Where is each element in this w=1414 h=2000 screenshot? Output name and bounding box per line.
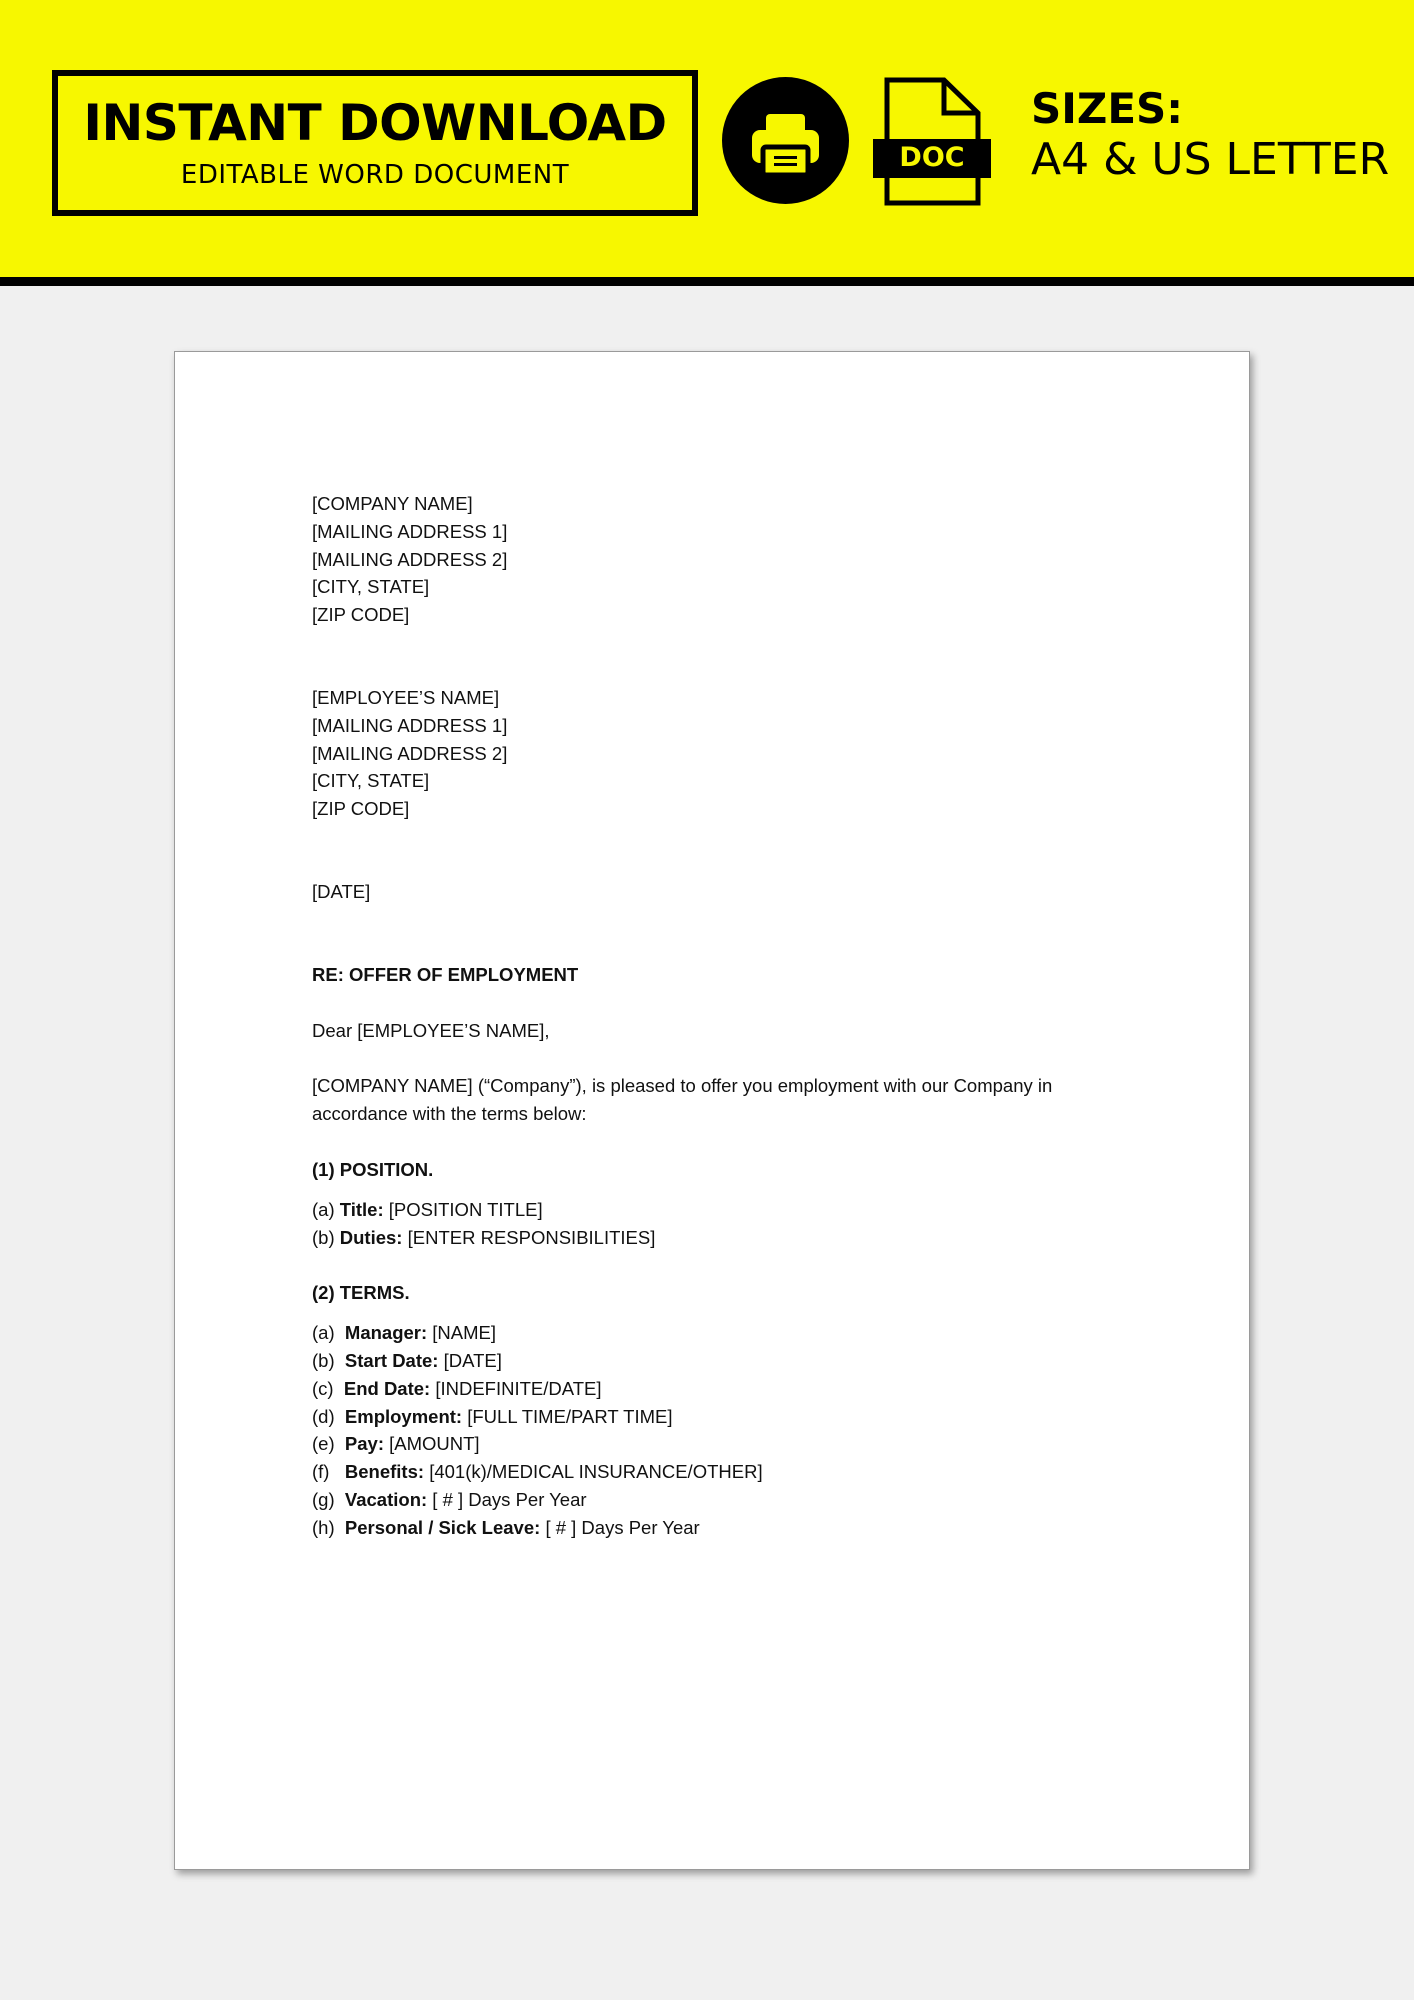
company-address-1: [MAILING ADDRESS 1] [312,520,508,542]
doc-badge-label: DOC [899,142,965,173]
salutation: Dear [EMPLOYEE’S NAME], [312,1019,550,1041]
employee-name: [EMPLOYEE’S NAME] [312,686,500,708]
printer-icon [722,77,849,204]
section-terms-heading: (2) TERMS. [312,1282,410,1304]
list-item: (b) Start Date: [DATE] [312,1349,502,1371]
letter-body [312,490,1132,1542]
list-item: (h) Personal / Sick Leave: [ # ] Days Per Year [312,1516,700,1538]
terms-list [312,1319,1132,1541]
intro-paragraph: [COMPANY NAME] (“Company”), is pleased to offer you employment with our Company in accordance with the terms below: [312,1075,1053,1125]
employee-zip: [ZIP CODE] [312,798,410,820]
employee-address-block [312,684,1132,823]
company-city-state: [CITY, STATE] [312,576,430,598]
position-list [312,1196,1132,1252]
instant-download-box [52,70,698,216]
list-item: (c) End Date: [INDEFINITE/DATE] [312,1377,602,1399]
list-item: (a) Title: [POSITION TITLE] [312,1198,543,1220]
sizes-label: SIZES: [1031,84,1184,133]
list-item: (g) Vacation: [ # ] Days Per Year [312,1488,587,1510]
company-zip: [ZIP CODE] [312,604,410,626]
employee-city-state: [CITY, STATE] [312,770,430,792]
list-item: (d) Employment: [FULL TIME/PART TIME] [312,1405,673,1427]
list-item: (a) Manager: [NAME] [312,1322,497,1344]
sizes-value: A4 & US LETTER [1031,134,1390,185]
promo-banner [0,0,1414,286]
list-item: (e) Pay: [AMOUNT] [312,1433,480,1455]
letter-date: [DATE] [312,880,371,902]
employee-address-2: [MAILING ADDRESS 2] [312,742,508,764]
list-item: (f) Benefits: [401(k)/MEDICAL INSURANCE/OTHER] [312,1461,763,1483]
employee-address-1: [MAILING ADDRESS 1] [312,714,508,736]
company-address-2: [MAILING ADDRESS 2] [312,548,508,570]
section-position-heading: (1) POSITION. [312,1158,434,1180]
company-name: [COMPANY NAME] [312,493,473,514]
banner-subtitle: EDITABLE WORD DOCUMENT [180,160,570,190]
company-address-block [312,490,1132,629]
subject-line: RE: OFFER OF EMPLOYMENT [312,963,579,985]
list-item: (b) Duties: [ENTER RESPONSIBILITIES] [312,1226,656,1248]
banner-title: INSTANT DOWNLOAD [83,94,667,152]
sizes-info [1031,84,1390,185]
